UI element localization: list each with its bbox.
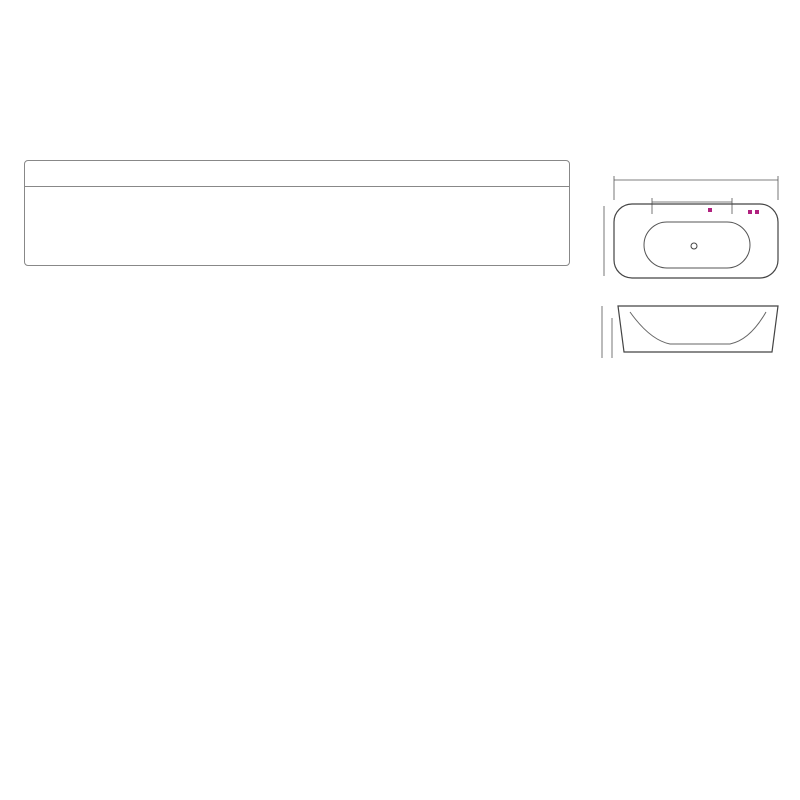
system-table	[24, 160, 570, 266]
bath-mixer-chips	[125, 506, 425, 525]
accessories-chips	[125, 556, 505, 575]
tub-top-view-drawing	[590, 170, 790, 290]
table-divider	[25, 186, 569, 187]
tub-side-view-drawing	[590, 300, 790, 360]
